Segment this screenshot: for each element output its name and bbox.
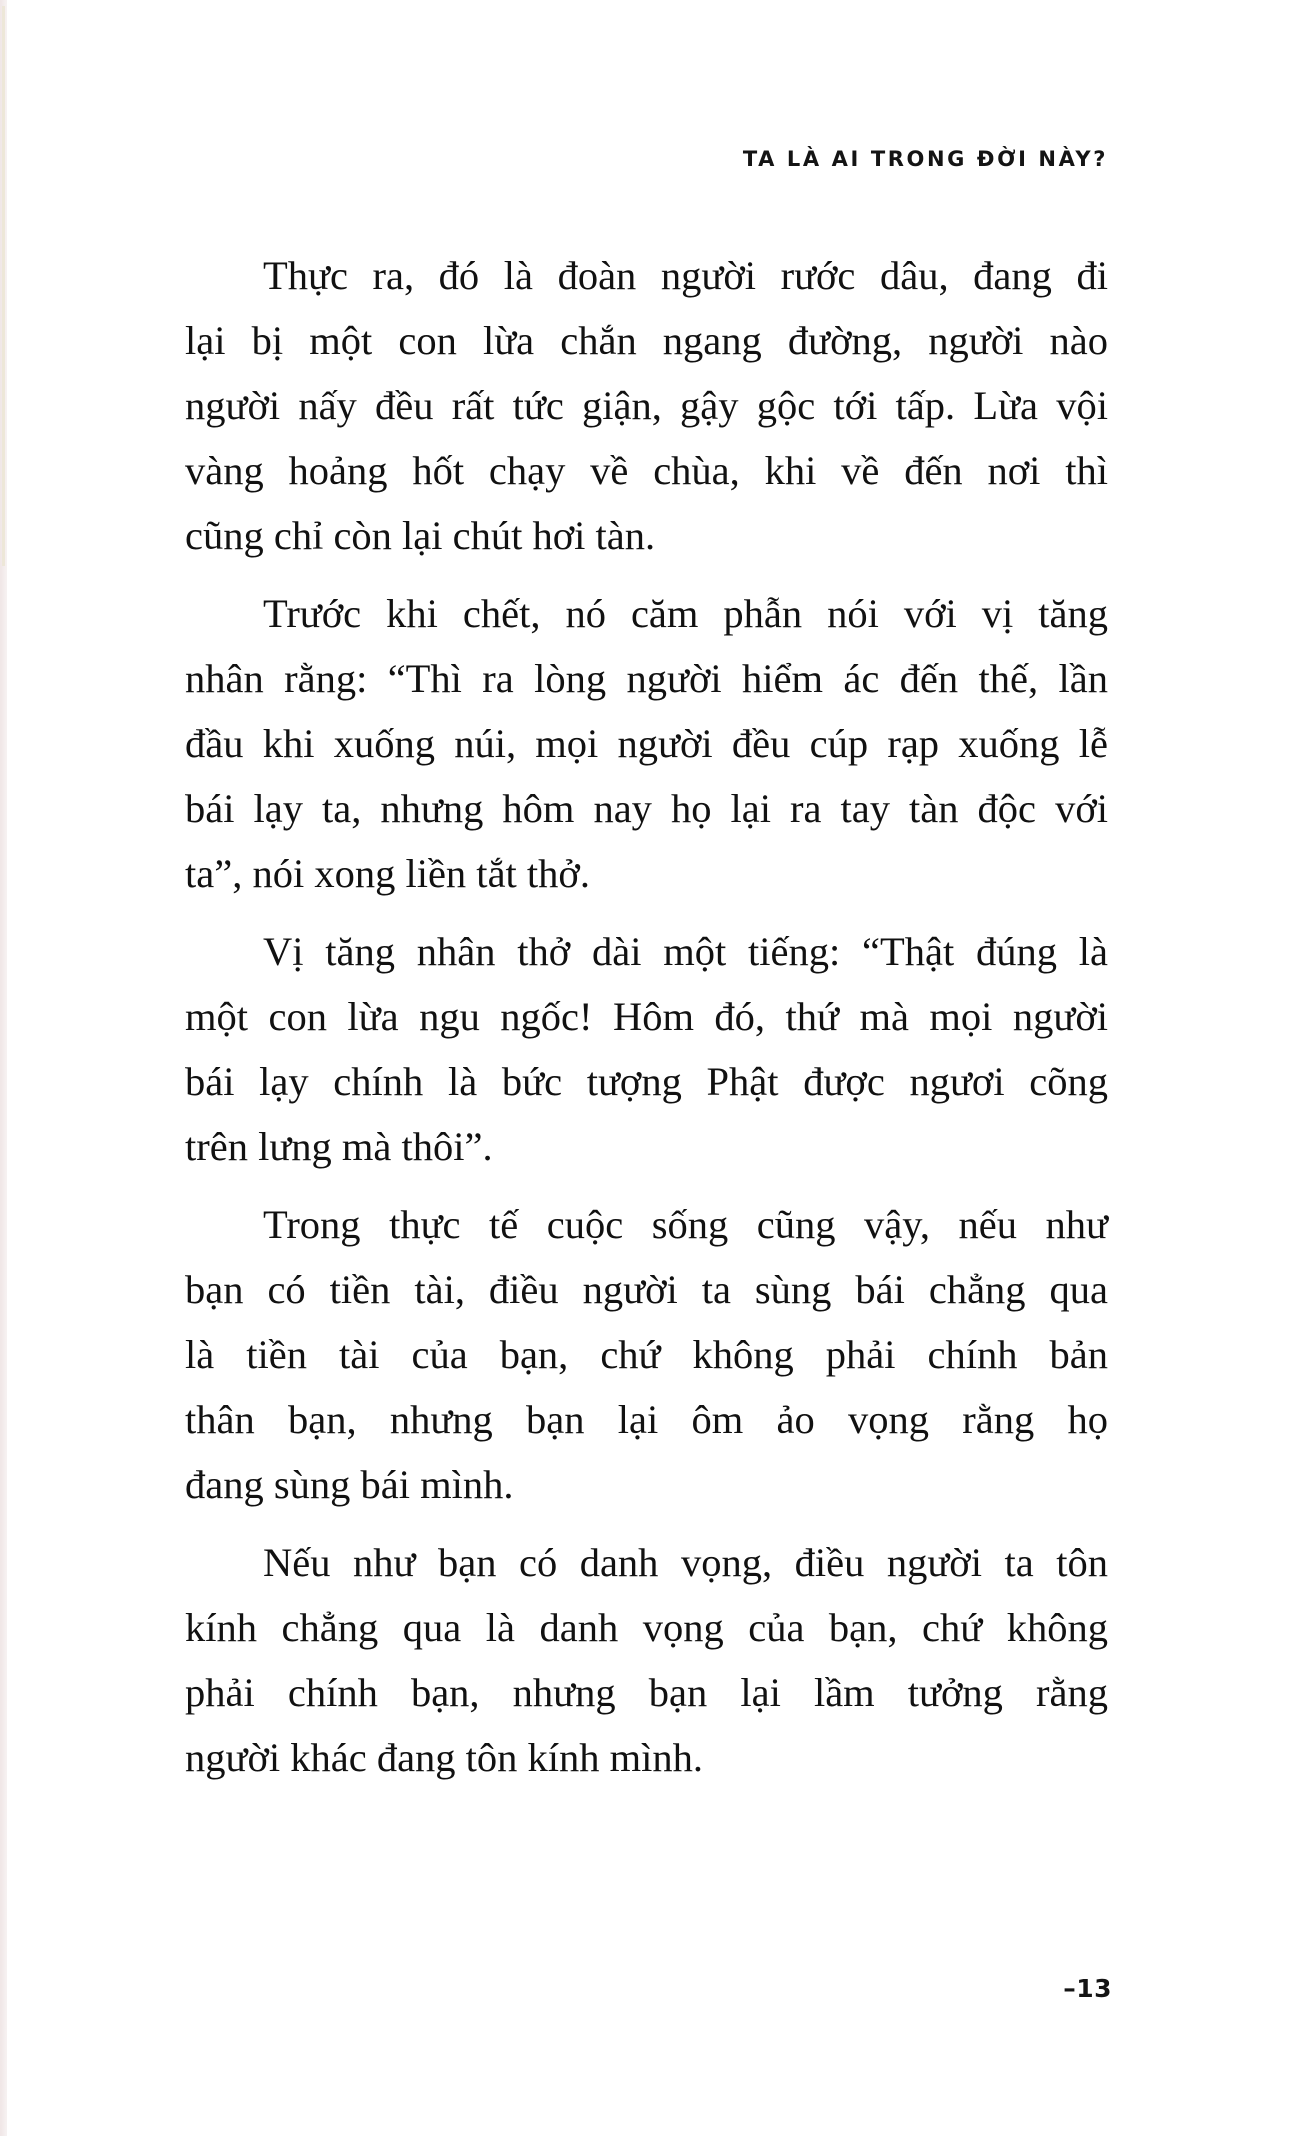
text-line: một con lừa ngu ngốc! Hôm đó, thứ mà mọi người — [185, 994, 1108, 1039]
text-line: Trong thực tế cuộc sống cũng vậy, nếu như — [263, 1202, 1108, 1247]
text-line: trên lưng mà thôi”. — [185, 1124, 493, 1169]
body-text — [185, 243, 1108, 1803]
text-line: nhân rằng: “Thì ra lòng người hiểm ác đến thế, lần — [185, 656, 1108, 701]
text-line: người khác đang tôn kính mình. — [185, 1735, 704, 1780]
paragraph-5 — [185, 1530, 1108, 1790]
text-line: Nếu như bạn có danh vọng, điều người ta tôn — [263, 1540, 1108, 1585]
page-number: –13 — [1063, 1974, 1112, 2003]
paragraph-4 — [185, 1192, 1108, 1517]
text-line: bạn có tiền tài, điều người ta sùng bái chẳng qua — [185, 1267, 1108, 1312]
page-edge — [0, 0, 7, 2136]
text-line: vàng hoảng hốt chạy về chùa, khi về đến nơi thì — [185, 448, 1108, 493]
text-line: Thực ra, đó là đoàn người rước dâu, đang đi — [263, 253, 1108, 298]
text-line: kính chẳng qua là danh vọng của bạn, chứ không — [185, 1605, 1108, 1650]
text-line: là tiền tài của bạn, chứ không phải chính bản — [185, 1332, 1108, 1377]
text-line: người nấy đều rất tức giận, gậy gộc tới tấp. Lừa vội — [185, 383, 1108, 428]
text-line: ta”, nói xong liền tắt thở. — [185, 851, 590, 896]
text-line: đầu khi xuống núi, mọi người đều cúp rạp xuống lễ — [185, 721, 1108, 766]
page-edge-highlight — [2, 6, 5, 566]
running-header: TA LÀ AI TRONG ĐỜI NÀY? — [742, 147, 1108, 171]
paragraph-2 — [185, 581, 1108, 906]
text-line: Vị tăng nhân thở dài một tiếng: “Thật đúng là — [263, 929, 1108, 974]
text-line: cũng chỉ còn lại chút hơi tàn. — [185, 513, 656, 558]
text-line: Trước khi chết, nó căm phẫn nói với vị tăng — [263, 591, 1108, 636]
text-line: bái lạy chính là bức tượng Phật được ngươi cõng — [185, 1059, 1108, 1104]
text-line: đang sùng bái mình. — [185, 1462, 514, 1507]
text-line: bái lạy ta, nhưng hôm nay họ lại ra tay tàn độc với — [185, 786, 1108, 831]
paragraph-1 — [185, 243, 1108, 568]
text-line: thân bạn, nhưng bạn lại ôm ảo vọng rằng họ — [185, 1397, 1108, 1442]
text-line: phải chính bạn, nhưng bạn lại lầm tưởng rằng — [185, 1670, 1108, 1715]
text-line: lại bị một con lừa chắn ngang đường, người nào — [185, 318, 1108, 363]
paragraph-3 — [185, 919, 1108, 1179]
